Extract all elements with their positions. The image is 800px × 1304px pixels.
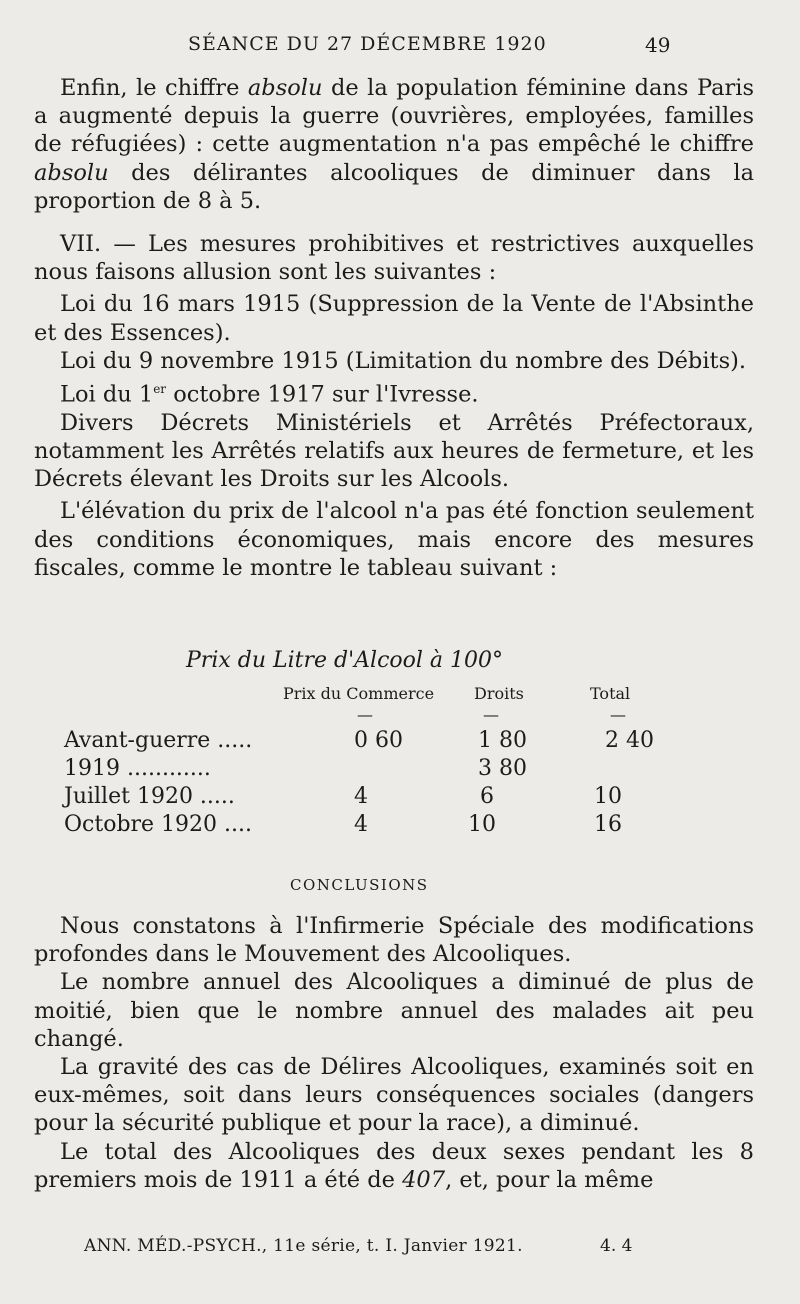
cell-droits: 6 <box>480 784 494 809</box>
text-block-measures <box>34 230 754 582</box>
cell-total: 2 40 <box>605 728 654 753</box>
paragraph-population: Enfin, le chiffre absolu de la population féminine dans Paris a augmenté depuis la guerre (ouvrières, employées, familles de réfugiées) : cette augmentation n'a pas empêché le chiffre absolu des délirantes alcooliques de diminuer dans la proportion de 8 à 5. <box>34 75 754 214</box>
paragraph-gravite: La gravité des cas de Délires Alcooliques, examinés soit en eux-mêmes, soit dans leurs conséquences sociales (dangers pour la sécurité publique et pour la race), a diminué. <box>34 1054 754 1137</box>
footer-signature: 4. 4 <box>600 1236 633 1256</box>
row-label: Octobre 1920 .... <box>64 812 253 837</box>
row-label: 1919 ............ <box>64 756 211 781</box>
column-header-droits: Droits <box>474 684 524 703</box>
column-header-total: Total <box>590 684 631 703</box>
running-header-title: SÉANCE DU 27 DÉCEMBRE 1920 <box>188 33 547 55</box>
cell-total: 16 <box>594 812 622 837</box>
column-header-commerce: Prix du Commerce <box>283 684 435 703</box>
row-label: Juillet 1920 ..... <box>64 784 235 809</box>
cell-droits: 3 80 <box>478 756 527 781</box>
paragraph-elevation: L'élévation du prix de l'alcool n'a pas été fonction seulement des conditions économiques, mais encore des mesures fiscales, comme le montre le tableau suivant : <box>34 498 754 581</box>
paragraph-total: Le total des Alcooliques des deux sexes pendant les 8 premiers mois de 1911 a été de 407, et, pour la même <box>34 1138 754 1193</box>
cell-commerce: 4 <box>354 784 368 809</box>
text-block-top <box>34 74 754 215</box>
paragraph-vii: VII. — Les mesures prohibitives et restrictives auxquelles nous faisons allusion sont les suivantes : <box>34 231 754 286</box>
column-dash: — <box>483 705 499 724</box>
paragraph-nombre-annuel: Le nombre annuel des Alcooliques a diminué de plus de moitié, bien que le nombre annuel des malades ait peu changé. <box>34 969 754 1052</box>
cell-commerce: 4 <box>354 812 368 837</box>
paragraph-loi-1917: Loi du 1er octobre 1917 sur l'Ivresse. <box>60 381 479 408</box>
page-number: 49 <box>645 33 671 57</box>
paragraph-loi-1915-mars: Loi du 16 mars 1915 (Suppression de la Vente de l'Absinthe et des Essences). <box>34 291 754 346</box>
paragraph-constatons: Nous constatons à l'Infirmerie Spéciale des modifications profondes dans le Mouvement des Alcooliques. <box>34 913 754 968</box>
section-heading-conclusions: CONCLUSIONS <box>290 876 429 894</box>
table-title: Prix du Litre d'Alcool à 100° <box>186 648 504 673</box>
row-label: Avant-guerre ..... <box>64 728 253 753</box>
cell-droits: 1 80 <box>478 728 527 753</box>
cell-commerce: 0 60 <box>354 728 403 753</box>
column-dash: — <box>610 705 626 724</box>
cell-total: 10 <box>594 784 622 809</box>
paragraph-decrets: Divers Décrets Ministériels et Arrêtés Préfectoraux, notamment les Arrêtés relatifs aux heures de fermeture, et les Décrets élevant les Droits sur les Alcools. <box>34 409 754 493</box>
footer-citation: ANN. MÉD.-PSYCH., 11e série, t. I. Janvier 1921. <box>84 1236 523 1256</box>
paragraph-loi-1915-nov: Loi du 9 novembre 1915 (Limitation du nombre des Débits). <box>60 347 747 374</box>
column-dash: — <box>357 705 373 724</box>
cell-droits: 10 <box>468 812 496 837</box>
text-block-conclusions <box>34 912 754 1194</box>
